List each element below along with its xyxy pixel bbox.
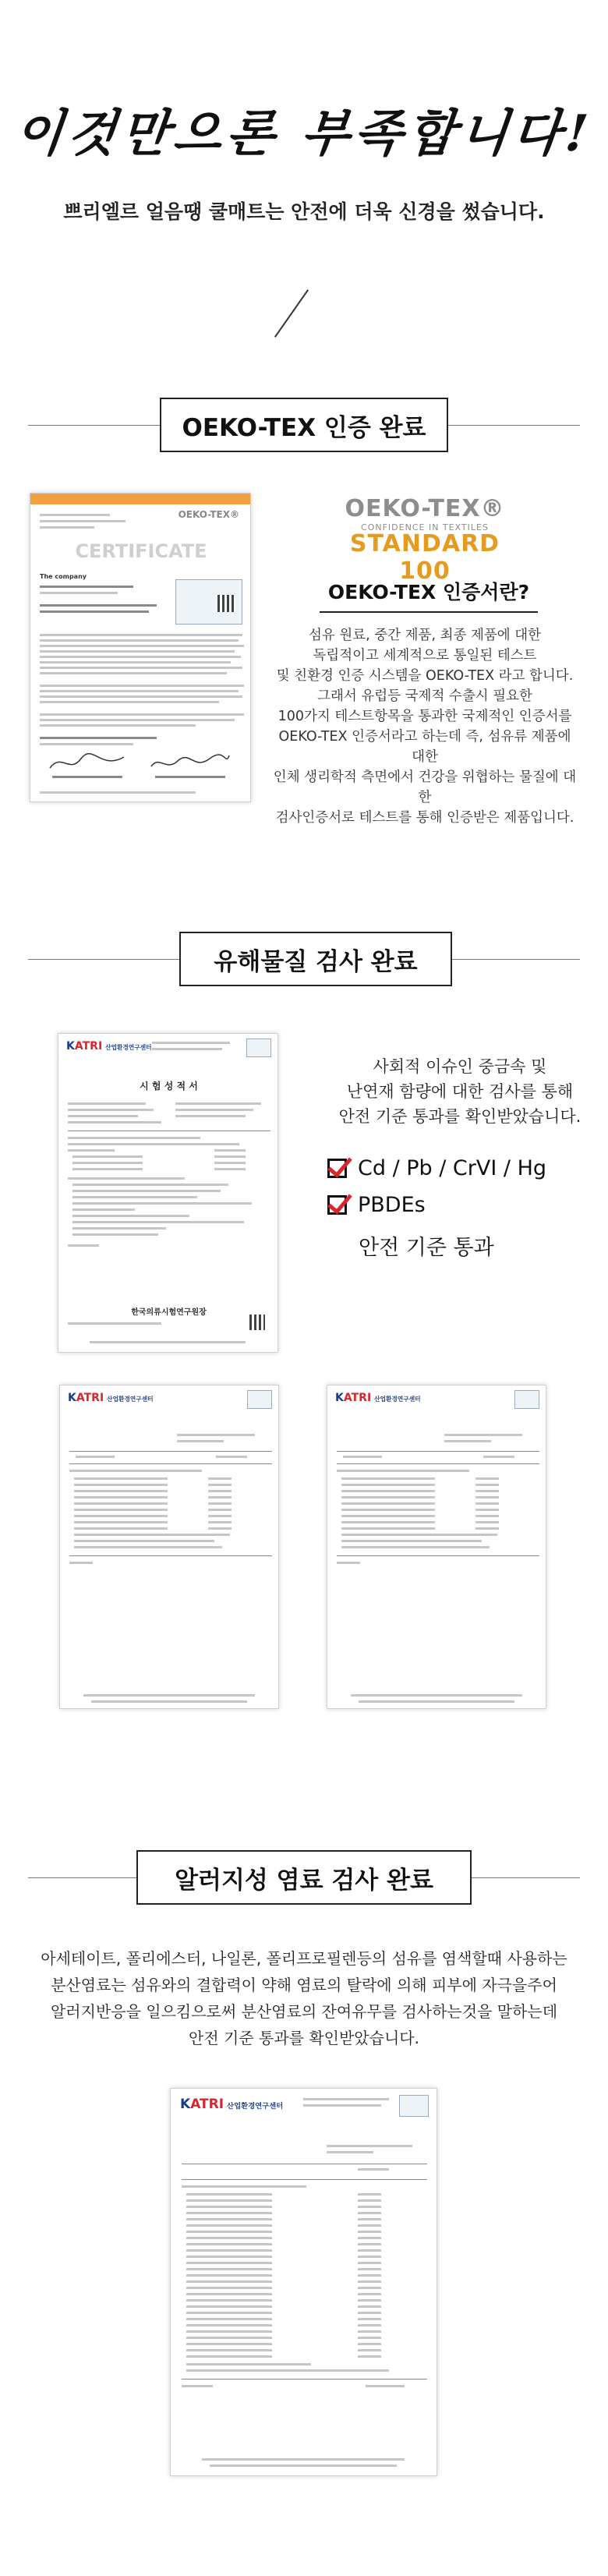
report-footer-org: 한국의류시험연구원장 [131,1308,207,1317]
hazard-report-page-2 [59,1385,279,1709]
accreditation-seal [399,2095,429,2117]
checkbox-checked-icon [327,1195,347,1215]
hazard-report-main [58,1033,278,1353]
oeko-logo-tagline: CONFIDENCE IN TEXTILES [361,522,489,533]
oeko-desc-line: 인체 생리학적 측면에서 건강을 위협하는 물질에 대한 [273,770,577,805]
azo-desc-line: 분산염료는 섬유와의 결합력이 약해 염료의 탈락에 의해 피부에 자극을주어 [51,1976,557,1994]
check-label: Cd / Pb / CrVI / Hg [358,1156,547,1180]
accreditation-seal [514,1390,539,1409]
check-item-pbdes [327,1193,426,1217]
hazard-desc-line: 안전 기준 통과를 확인받았습니다. [338,1107,581,1126]
oeko-desc-line: 및 친환경 인증 시스템을 OEKO-TEX 라고 합니다. [276,668,574,684]
hazard-description [335,1054,585,1129]
hero-subtitle: 쁘리엘르 얼음땡 쿨매트는 안전에 더욱 신경을 썼습니다. [63,200,545,223]
oeko-desc-line: 독립적이고 세계적으로 통일된 테스트 [313,648,537,663]
katri-logo: KATRI 산업환경연구센터 [180,2097,284,2112]
report-title: 시 험 성 적 서 [140,1081,198,1092]
section-header-oeko: OEKO-TEX 인증 완료 [160,398,448,452]
oeko-certificate-document [30,493,251,802]
certificate-top-bar [30,494,250,504]
qr-code [249,1315,265,1330]
azo-desc-line: 안전 기준 통과를 확인받았습니다. [189,2029,419,2047]
oeko-logo-standard: STANDARD 100 [349,530,500,585]
hero-title: 이것만으론 부족합니다! [12,104,596,163]
certificate-brand: OEKO-TEX® [178,509,239,520]
katri-logo: KATRI 산업환경연구센터 [68,1392,154,1404]
hazard-report-page-3 [327,1385,546,1709]
accreditation-seal [247,1390,272,1409]
katri-logo: KATRI 산업환경연구센터 [66,1040,152,1053]
katri-logo: KATRI 산업환경연구센터 [335,1392,421,1404]
checkbox-checked-icon [327,1159,347,1178]
azo-report [170,2088,437,2476]
oeko-heading: OEKO-TEX 인증서란? [327,581,530,603]
oeko-description [273,625,577,828]
azo-desc-line: 알러지반응을 일으킴으로써 분산염료의 잔여유무를 검사하는것을 말하는데 [50,2002,558,2021]
pass-text: 안전 기준 통과 [359,1236,494,1260]
accreditation-seal [246,1039,271,1057]
hazard-desc-line: 사회적 이슈인 중금속 및 [373,1057,547,1076]
azo-description [31,1945,577,2051]
oeko-desc-line: 검사인증서로 테스트를 통해 인증받은 제품입니다. [275,810,574,826]
oeko-heading-underline [320,611,538,613]
signature-left [46,751,132,774]
certificate-company-label: The company [40,573,87,580]
oeko-desc-line: 섬유 원료, 중간 제품, 최종 제품에 대한 [308,628,542,643]
oeko-desc-line: 100가지 테스트항목을 통과한 국제적인 인증서를 [277,709,572,724]
section-header-hazard: 유해물질 검사 완료 [179,932,452,986]
oeko-desc-line: 그래서 유럽등 국제적 수출시 필요한 [317,688,532,704]
certificate-watermark: CERTIFICATE [75,540,207,562]
section-header-azo: 알러지성 염료 검사 완료 [136,1850,472,1905]
oeko-desc-line: OEKO-TEX 인증서라고 하는데 즉, 섬유류 제품에 대한 [278,729,571,765]
azo-desc-line: 아세테이트, 폴리에스터, 나일론, 폴리프로필렌등의 섬유를 염색할때 사용하는 [41,1949,567,1968]
hazard-desc-line: 난연재 함량에 대한 검사를 통해 [346,1082,574,1101]
signature-right [147,751,233,774]
check-item-heavy-metals [327,1156,546,1180]
oeko-logo-brand: OEKO-TEX® [345,495,505,522]
divider-slash [274,289,309,338]
check-label: PBDEs [358,1193,426,1217]
qr-code [217,595,235,612]
